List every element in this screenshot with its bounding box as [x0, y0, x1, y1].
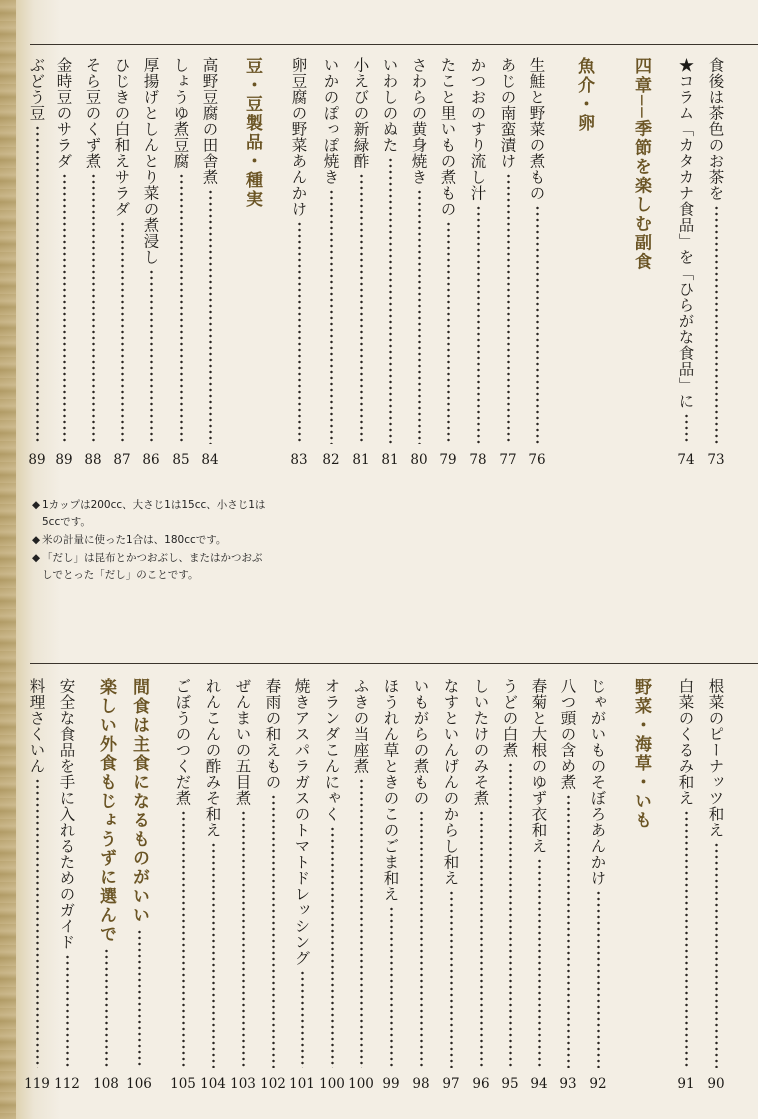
leader-dots	[715, 842, 718, 1068]
diamond-bullet-icon: ◆	[32, 499, 41, 511]
page-number: 97	[442, 1076, 460, 1092]
toc-entry-title: 食後は茶色のお茶を	[706, 57, 725, 201]
note-text: 「だし」は昆布とかつおぶし、またはかつおぶしでとった「だし」のことです。	[42, 552, 263, 581]
toc-entry-title: ふきの当座煮	[351, 678, 370, 774]
leader-dots	[92, 173, 95, 444]
leader-dots	[182, 810, 185, 1068]
page-number: 86	[142, 452, 160, 468]
leader-dots	[389, 157, 392, 444]
note-text: 米の計量に使った1合は、180ccです。	[42, 534, 227, 546]
middle-rule	[30, 663, 758, 664]
section-heading: 楽しい外食もじょうずに選んで	[96, 678, 116, 944]
page-number: 92	[589, 1076, 607, 1092]
leader-dots	[567, 794, 570, 1068]
toc-entry-title: そら豆のくず煮	[83, 57, 102, 169]
leader-dots	[272, 794, 275, 1068]
diamond-bullet-icon: ◆	[32, 534, 41, 546]
page-number: 106	[126, 1076, 152, 1092]
top-rule	[30, 44, 758, 45]
toc-entry-title: あじの南蛮漬け	[498, 57, 517, 169]
page-number: 73	[707, 452, 725, 468]
page-number: 88	[84, 452, 102, 468]
page-number: 119	[24, 1076, 50, 1092]
leader-dots	[420, 810, 423, 1068]
leader-dots	[36, 125, 39, 444]
section-heading: 豆・豆製品・種実	[242, 57, 262, 209]
toc-entry-title: オランダこんにゃく	[322, 678, 341, 822]
leader-dots	[242, 810, 245, 1068]
leader-dots	[360, 778, 363, 1068]
page-number: 101	[289, 1076, 315, 1092]
leader-dots	[138, 929, 141, 1068]
leader-dots	[209, 189, 212, 444]
leader-dots	[536, 205, 539, 444]
leader-dots	[509, 762, 512, 1068]
leader-dots	[447, 221, 450, 444]
page-number: 77	[499, 452, 517, 468]
page-number: 100	[348, 1076, 374, 1092]
toc-entry-title: しょうゆ煮豆腐	[171, 57, 190, 169]
leader-dots	[330, 189, 333, 444]
page-number: 104	[200, 1076, 226, 1092]
page-edge	[0, 0, 16, 1119]
leader-dots	[360, 173, 363, 444]
toc-entry-title: じゃがいものそぼろあんかけ	[588, 678, 607, 886]
leader-dots	[331, 826, 334, 1068]
toc-entry-title: 卵豆腐の野菜あんかけ	[289, 57, 308, 217]
toc-entry-title: ★コラム「カタカナ食品」を「ひらがな食品」に	[676, 57, 695, 409]
page-number: 103	[230, 1076, 256, 1092]
page-number: 74	[677, 452, 695, 468]
leader-dots	[418, 189, 421, 444]
section-heading: 魚介・卵	[574, 57, 594, 133]
toc-entry-title: かつおのすり流し汁	[468, 57, 487, 201]
page-number: 81	[352, 452, 370, 468]
page-number: 100	[319, 1076, 345, 1092]
toc-entry-title: たこと里いもの煮もの	[438, 57, 457, 217]
leader-dots	[63, 173, 66, 444]
toc-entry-title: いかのぽっぽ焼き	[321, 57, 340, 185]
toc-entry-title: 焼きアスパラガスのトマトドレッシング	[292, 678, 311, 966]
leader-dots	[66, 954, 69, 1068]
toc-entry-title: 根菜のピーナッツ和え	[706, 678, 725, 838]
leader-dots	[538, 858, 541, 1068]
page-number: 93	[559, 1076, 577, 1092]
leader-dots	[685, 810, 688, 1068]
note-text: 1カップは200cc、大さじ1は15cc、小さじ1は5ccです。	[42, 499, 266, 528]
toc-entry-title: しいたけのみそ煮	[471, 678, 490, 806]
leader-dots	[180, 173, 183, 444]
page-number: 81	[381, 452, 399, 468]
leader-dots	[150, 269, 153, 444]
leader-dots	[480, 810, 483, 1068]
toc-entry-title: れんこんの酢みそ和え	[203, 678, 222, 838]
page-number: 80	[410, 452, 428, 468]
page-number: 79	[439, 452, 457, 468]
toc-entry-title: 高野豆腐の田舎煮	[200, 57, 219, 185]
leader-dots	[298, 221, 301, 444]
leader-dots	[212, 842, 215, 1068]
page-number: 76	[528, 452, 546, 468]
page-number: 94	[530, 1076, 548, 1092]
toc-entry-title: なすといんげんのからし和え	[441, 678, 460, 886]
section-heading: 間食は主食になるものがいい	[129, 678, 149, 925]
toc-entry-title: 厚揚げとしんとり菜の煮浸し	[141, 57, 160, 265]
leader-dots	[390, 906, 393, 1068]
leader-dots	[507, 173, 510, 444]
toc-entry-title: 小えびの新緑酢	[351, 57, 370, 169]
page-number: 78	[469, 452, 487, 468]
leader-dots	[597, 890, 600, 1068]
leader-dots	[301, 970, 304, 1068]
page-number: 87	[113, 452, 131, 468]
toc-entry-title: 料理さくいん	[27, 678, 46, 774]
page-number: 83	[290, 452, 308, 468]
toc-entry-title: 安全な食品を手に入れるためのガイド	[57, 678, 76, 950]
leader-dots	[477, 205, 480, 444]
note-item	[32, 550, 272, 584]
toc-entry-title: 春雨の和えもの	[263, 678, 282, 790]
page-number: 105	[170, 1076, 196, 1092]
toc-entry-title: いわしのぬた	[380, 57, 399, 153]
section-heading: 四章──季節を楽しむ副食	[631, 57, 651, 272]
page-number: 89	[55, 452, 73, 468]
page-number: 91	[677, 1076, 695, 1092]
leader-dots	[121, 221, 124, 444]
note-item	[32, 497, 272, 531]
toc-entry-title: 生鮭と野菜の煮もの	[527, 57, 546, 201]
page-number: 112	[54, 1076, 80, 1092]
toc-entry-title: さわらの黄身焼き	[409, 57, 428, 185]
section-heading: 野菜・海草・いも	[631, 678, 651, 830]
toc-entry-title: ぶどう豆	[27, 57, 46, 121]
page-number: 82	[322, 452, 340, 468]
leader-dots	[105, 948, 108, 1068]
page-number: 95	[501, 1076, 519, 1092]
page-number: 108	[93, 1076, 119, 1092]
page-number: 90	[707, 1076, 725, 1092]
toc-entry-title: ごぼうのつくだ煮	[173, 678, 192, 806]
diamond-bullet-icon: ◆	[32, 552, 41, 564]
toc-entry-title: うどの白煮	[500, 678, 519, 758]
toc-entry-title: 春菊と大根のゆず衣和え	[529, 678, 548, 854]
toc-entry-title: 金時豆のサラダ	[54, 57, 73, 169]
toc-entry-title: ぜんまいの五目煮	[233, 678, 252, 806]
page-number: 85	[172, 452, 190, 468]
toc-entry-title: ひじきの白和えサラダ	[112, 57, 131, 217]
leader-dots	[715, 205, 718, 444]
leader-dots	[685, 413, 688, 444]
leader-dots	[450, 890, 453, 1068]
page-number: 98	[412, 1076, 430, 1092]
toc-entry-title: 白菜のくるみ和え	[676, 678, 695, 806]
page-number: 89	[28, 452, 46, 468]
leader-dots	[36, 778, 39, 1068]
toc-entry-title: ほうれん草ときのこのごま和え	[381, 678, 400, 902]
note-item	[32, 532, 272, 549]
page-number: 84	[201, 452, 219, 468]
page-number: 96	[472, 1076, 490, 1092]
toc-entry-title: いもがらの煮もの	[411, 678, 430, 806]
page-number: 102	[260, 1076, 286, 1092]
measurement-notes	[32, 497, 272, 585]
toc-entry-title: 八つ頭の含め煮	[558, 678, 577, 790]
page-number: 99	[382, 1076, 400, 1092]
